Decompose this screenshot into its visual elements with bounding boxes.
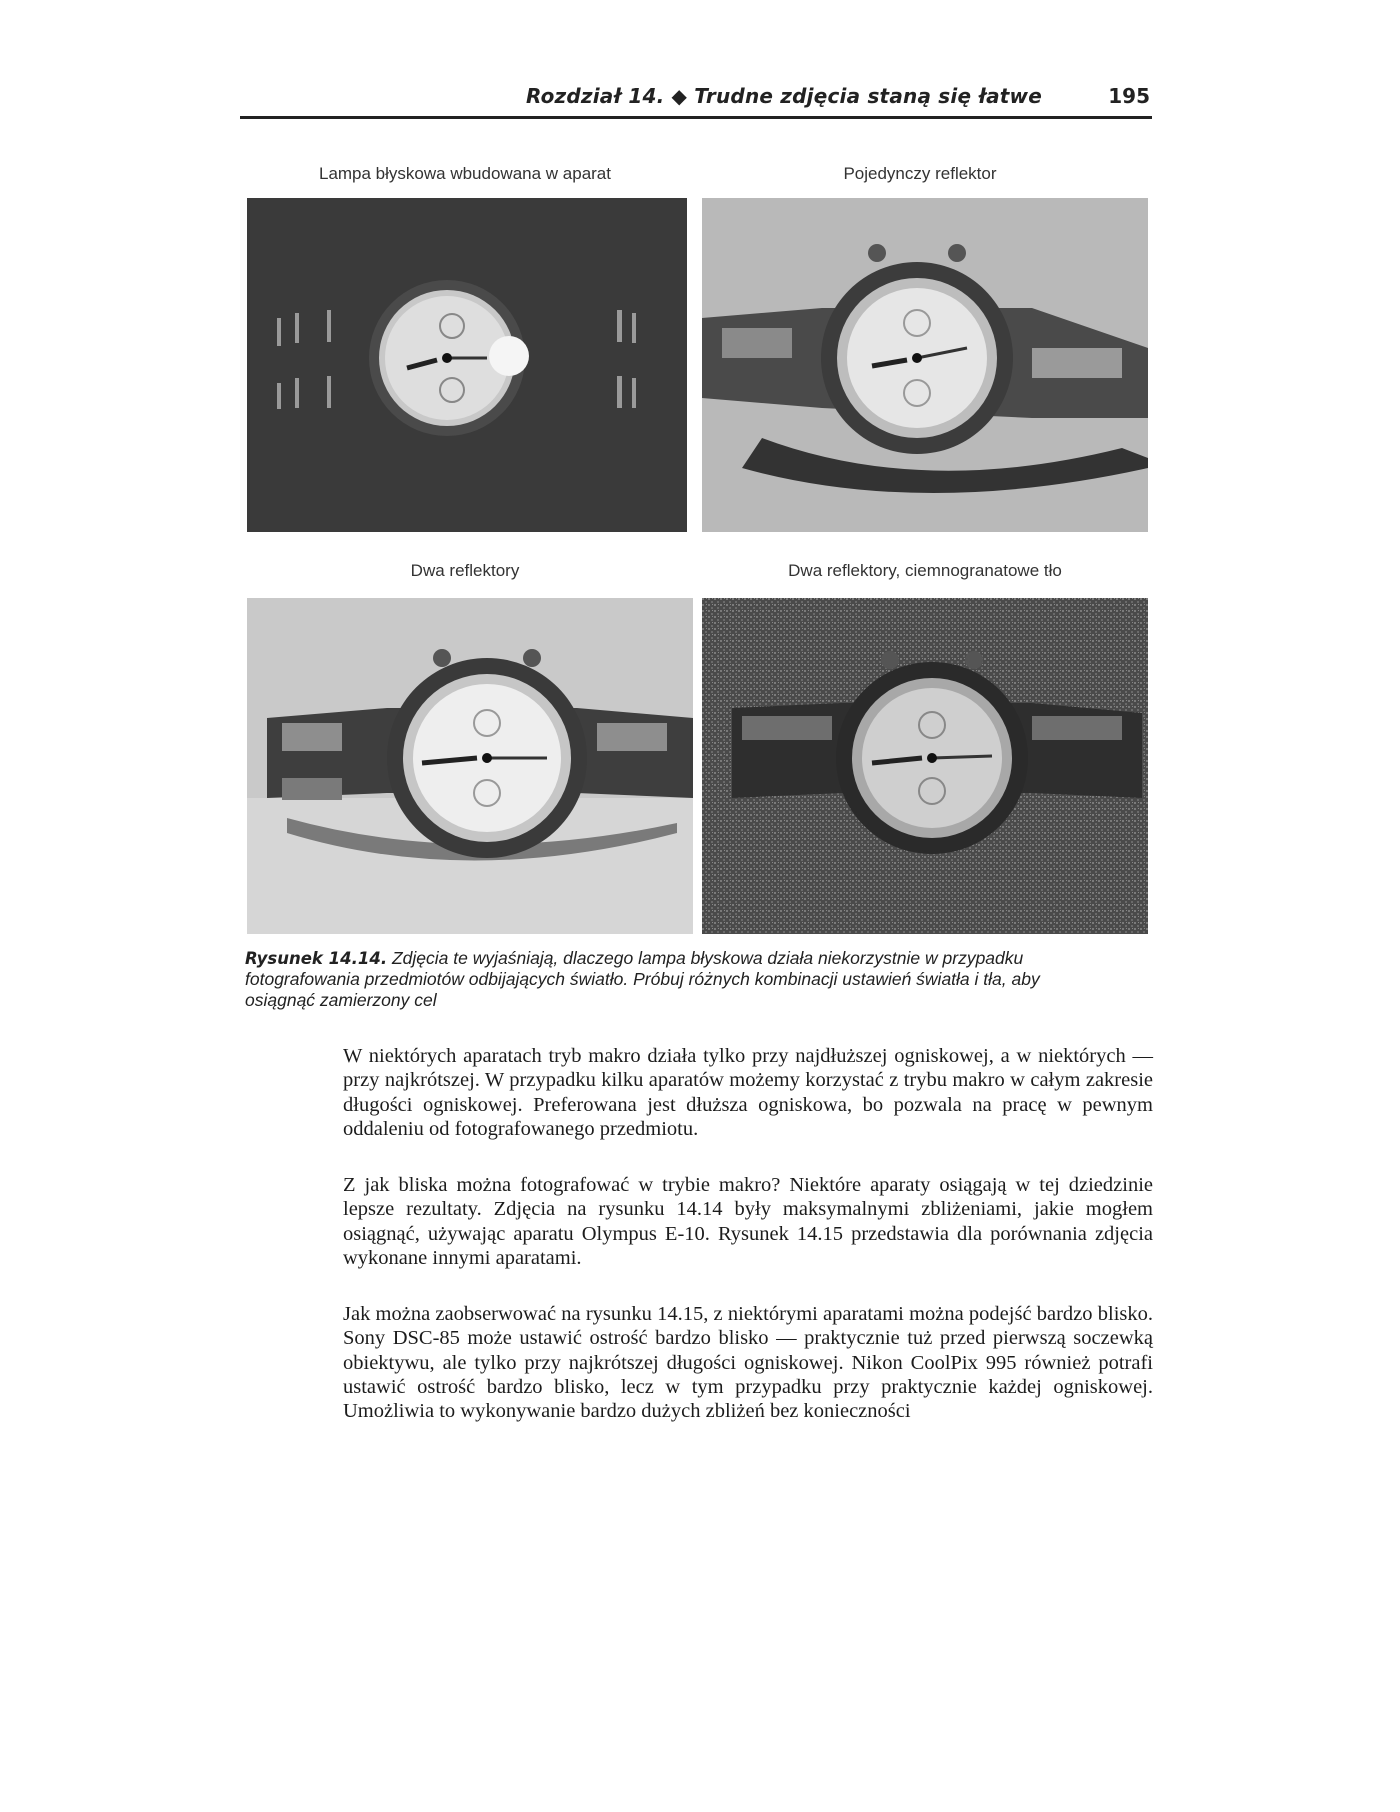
- chapter-title: Rozdział 14. ◆ Trudne zdjęcia staną się łatwe: [525, 84, 1042, 108]
- panel-label-two-reflectors-dark: Dwa reflektory, ciemnogranatowe tło: [788, 561, 1062, 580]
- paragraph-2: Z jak bliska można fotografować w trybie makro? Niektóre aparaty osiągają w tej dziedzinie lepsze rezultaty. Zdjęcia na rysunku 14.14 były maksymalnymi zbliżeniami, jakie mogłem osiągnąć, używając aparatu Olympus E-10. Rysunek 14.15 przedstawia dla porównania zdjęcia wykonane innymi aparatami.: [343, 1174, 1153, 1269]
- photo-builtin-flash: [247, 198, 687, 532]
- panel-label-single-reflector: Pojedynczy reflektor: [843, 164, 997, 183]
- figure-caption-number: Rysunek 14.14.: [245, 949, 388, 968]
- panel-label-two-reflectors: Dwa reflektory: [410, 561, 520, 580]
- photo-two-reflectors: [247, 598, 693, 934]
- figure-caption-text: Zdjęcia te wyjaśniają, dlaczego lampa błyskowa działa niekorzystnie w przypadku fotografowania przedmiotów odbijających światło. Próbuj różnych kombinacji ustawień światła i tła, aby osiągnąć zamierzony cel: [245, 948, 1040, 1010]
- paragraph-1: W niektórych aparatach tryb makro działa tylko przy najdłuższej ogniskowej, a w niektórych — przy najkrótszej. W przypadku kilku aparatów możemy korzystać z trybu makro w całym zakresie długości ogniskowej. Preferowana jest dłuższa ogniskowa, bo pozwala na pracę w pewnym oddaleniu od fotografowanego przedmiotu.: [343, 1045, 1153, 1140]
- paragraph-3: Jak można zaobserwować na rysunku 14.15, z niektórymi aparatami można podejść bardzo blisko. Sony DSC-85 może ustawić ostrość bardzo blisko — praktycznie tuż przed pierwszą soczewką obiektywu, ale tylko przy najkrótszej długości ogniskowej. Nikon CoolPix 995 również potrafi ustawić ostrość bardzo blisko, lecz w tym przypadku przy praktycznie każdej ogniskowej. Umożliwia to wykonywanie bardzo dużych zbliżeń bez konieczności: [343, 1303, 1153, 1423]
- running-header: [240, 84, 1152, 119]
- page-number: 195: [1108, 84, 1150, 108]
- panel-label-builtin-flash: Lampa błyskowa wbudowana w aparat: [318, 164, 611, 183]
- photo-single-reflector: [702, 198, 1148, 532]
- photo-two-reflectors-dark: [702, 598, 1148, 934]
- figure-caption: [245, 948, 1065, 1011]
